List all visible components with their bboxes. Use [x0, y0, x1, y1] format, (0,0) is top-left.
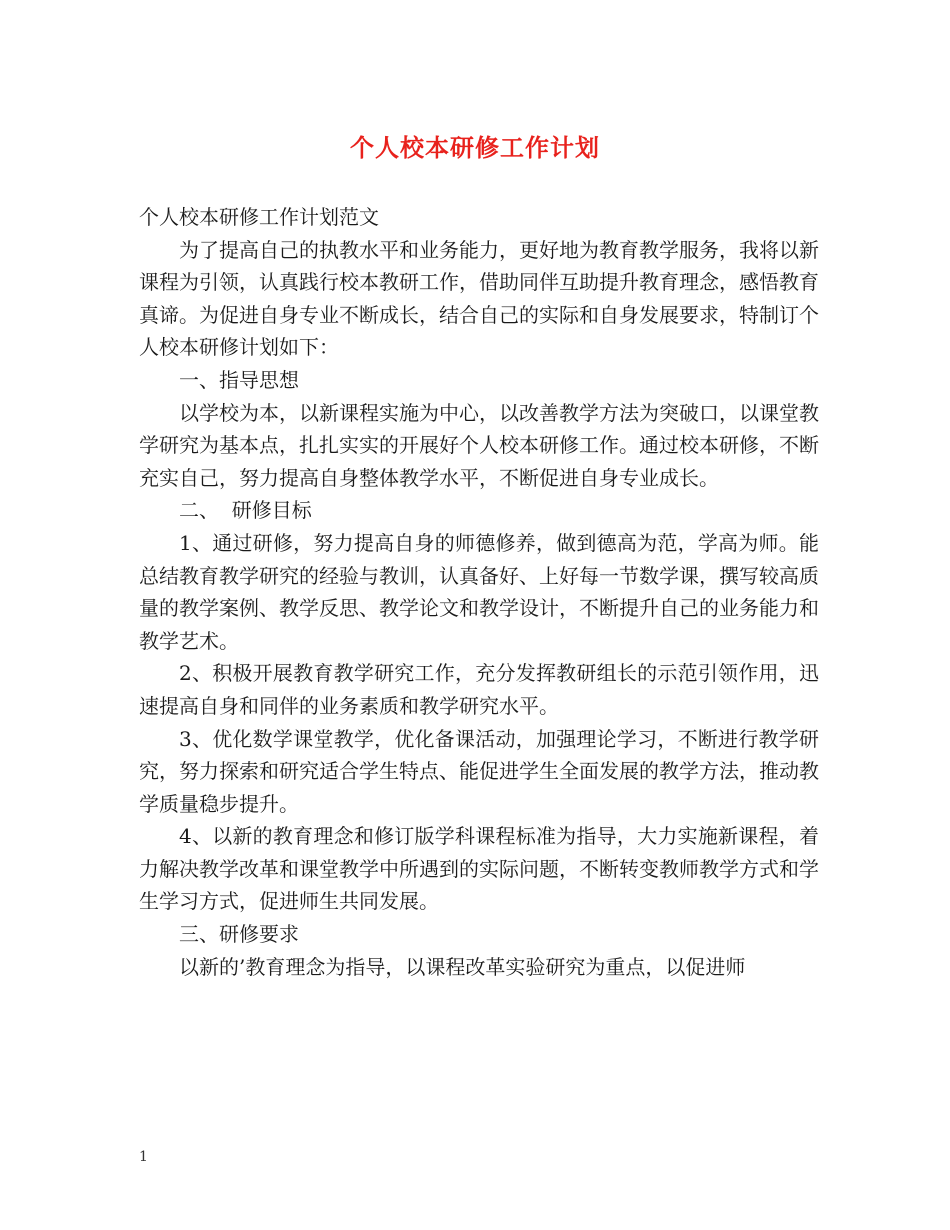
paragraph-goal-2: 2、积极开展教育教学研究工作，充分发挥教研组长的示范引领作用，迅速提高自身和同伴的业务素质和教学研究水平。	[139, 661, 819, 718]
page-number: 1	[139, 1149, 148, 1165]
paragraph-subtitle: 个人校本研修工作计划范文	[139, 205, 379, 229]
paragraph-goal-1: 1、通过研修，努力提高自身的师德修养，做到德高为范，学高为师。能总结教育教学研究的经验与教训，认真备好、上好每一节数学课，撰写较高质量的教学案例、教学反思、教学论文和教学设计，不断提升自己的业务能力和教学艺术。	[139, 530, 819, 653]
heading-guiding-ideology: 一、指导思想	[179, 367, 299, 392]
paragraph-guiding-ideology: 以学校为本，以新课程实施为中心，以改善教学方法为突破口，以课堂教学研究为基本点，扎扎实实的开展好个人校本研修工作。通过校本研修，不断充实自己，努力提高自身整体教学水平，不断促进自身专业成长。	[139, 400, 819, 490]
heading-training-goals: 二、 研修目标	[179, 498, 312, 523]
paragraph-intro: 为了提高自己的执教水平和业务能力，更好地为教育教学服务，我将以新课程为引领，认真践行校本教研工作，借助同伴互助提升教育理念，感悟教育真谛。为促进自身专业不断成长，结合自己的实际和自身发展要求，特制订个人校本研修计划如下：	[139, 237, 819, 360]
paragraph-goal-4: 4、以新的教育理念和修订版学科课程标准为指导，大力实施新课程，着力解决教学改革和课堂教学中所遇到的实际问题，不断转变教师教学方式和学生学习方式，促进师生共同发展。	[139, 824, 819, 914]
paragraph-requirements: 以新的’教育理念为指导，以课程改革实验研究为重点，以促进师	[179, 954, 746, 979]
document-title: 个人校本研修工作计划	[350, 133, 600, 162]
paragraph-goal-3: 3、优化数学课堂教学，优化备课活动，加强理论学习，不断进行教学研究，努力探索和研究适合学生特点、能促进学生全面发展的教学方法，推动教学质量稳步提升。	[139, 726, 819, 816]
document-body	[139, 201, 819, 983]
heading-training-requirements: 三、研修要求	[179, 922, 299, 947]
